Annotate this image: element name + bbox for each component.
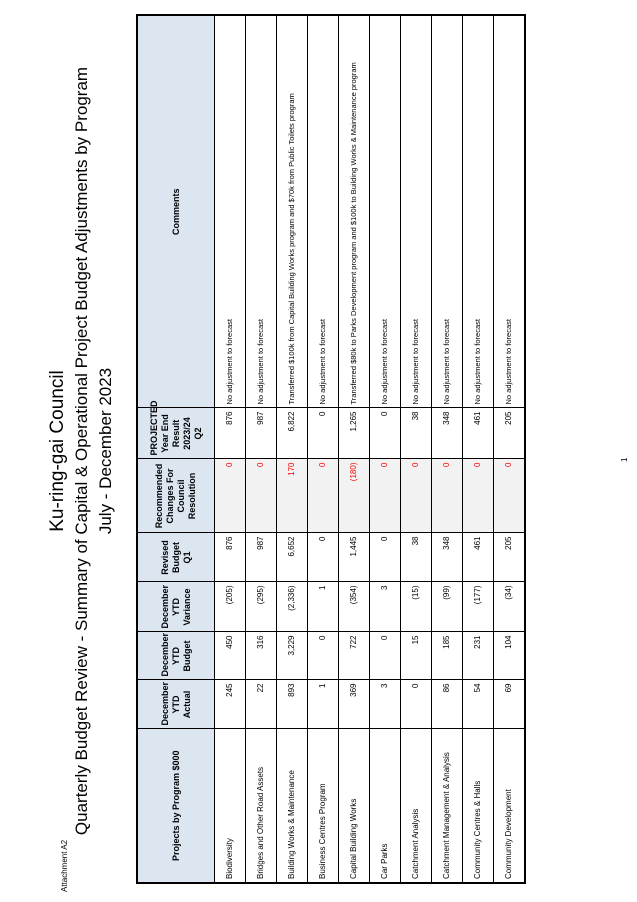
cell-ytd-actual: 0	[401, 680, 432, 729]
cell-program: Bridges and Other Road Assets	[246, 729, 277, 883]
cell-recommended: 0	[215, 459, 246, 533]
cell-comments: No adjustment to forecast	[401, 15, 432, 408]
cell-revised-q1: 38	[401, 533, 432, 582]
cell-ytd-variance: 1	[308, 582, 339, 632]
cell-ytd-budget: 15	[401, 632, 432, 680]
cell-projected: 876	[215, 408, 246, 459]
header-ytd-variance: December YTD Variance	[137, 582, 215, 632]
cell-program: Catchment Management & Analysis	[432, 729, 463, 883]
cell-revised-q1: 205	[494, 533, 526, 582]
cell-ytd-budget: 3,229	[277, 632, 308, 680]
cell-program: Biodiversity	[215, 729, 246, 883]
cell-program: Capital Building Works	[339, 729, 370, 883]
cell-projected: 6,822	[277, 408, 308, 459]
cell-projected: 205	[494, 408, 526, 459]
cell-comments: No adjustment to forecast	[215, 15, 246, 408]
cell-recommended: 0	[401, 459, 432, 533]
cell-comments: No adjustment to forecast	[463, 15, 494, 408]
cell-ytd-actual: 86	[432, 680, 463, 729]
cell-comments: No adjustment to forecast	[308, 15, 339, 408]
table-row	[277, 15, 308, 883]
table-row	[370, 15, 401, 883]
budget-table	[136, 14, 526, 884]
cell-projected: 348	[432, 408, 463, 459]
cell-program: Car Parks	[370, 729, 401, 883]
cell-comments: Transferred $80k to Parks Development program and $100k to Building Works & Maintenance program	[339, 15, 370, 408]
header-recommended: Recommended Changes For Council Resolution	[137, 459, 215, 533]
table-row	[215, 15, 246, 883]
cell-ytd-budget: 722	[339, 632, 370, 680]
table-header-row	[137, 15, 215, 883]
table-row	[246, 15, 277, 883]
cell-ytd-variance: (354)	[339, 582, 370, 632]
header-ytd-budget: December YTD Budget	[137, 632, 215, 680]
cell-projected: 461	[463, 408, 494, 459]
cell-ytd-variance: (34)	[494, 582, 526, 632]
cell-comments: No adjustment to forecast	[370, 15, 401, 408]
cell-ytd-actual: 54	[463, 680, 494, 729]
header-revised-q1: Revised Budget Q1	[137, 533, 215, 582]
header-program: Projects by Program $000	[137, 729, 215, 883]
report-period: July - December 2023	[96, 367, 115, 535]
cell-recommended: 0	[308, 459, 339, 533]
council-name: Ku-ring-gai Council	[47, 370, 68, 532]
cell-ytd-budget: 231	[463, 632, 494, 680]
cell-recommended: 170	[277, 459, 308, 533]
cell-ytd-budget: 450	[215, 632, 246, 680]
cell-ytd-actual: 69	[494, 680, 526, 729]
cell-ytd-actual: 369	[339, 680, 370, 729]
cell-revised-q1: 876	[215, 533, 246, 582]
cell-ytd-variance: 3	[370, 582, 401, 632]
cell-ytd-variance: (15)	[401, 582, 432, 632]
cell-ytd-budget: 185	[432, 632, 463, 680]
cell-ytd-budget: 316	[246, 632, 277, 680]
cell-recommended: 0	[246, 459, 277, 533]
cell-revised-q1: 6,652	[277, 533, 308, 582]
header-ytd-actual: December YTD Actual	[137, 680, 215, 729]
table-row	[463, 15, 494, 883]
cell-ytd-budget: 104	[494, 632, 526, 680]
cell-ytd-actual: 1	[308, 680, 339, 729]
cell-ytd-variance: (205)	[215, 582, 246, 632]
cell-recommended: 0	[432, 459, 463, 533]
cell-revised-q1: 1,445	[339, 533, 370, 582]
attachment-label: Attachment A2	[60, 839, 69, 892]
table-row	[308, 15, 339, 883]
report-title: Quarterly Budget Review - Summary of Capital & Operational Project Budget Adjustments by Program	[72, 66, 91, 836]
cell-recommended: 0	[494, 459, 526, 533]
cell-ytd-budget: 0	[308, 632, 339, 680]
cell-recommended: (180)	[339, 459, 370, 533]
cell-ytd-actual: 22	[246, 680, 277, 729]
cell-revised-q1: 461	[463, 533, 494, 582]
cell-revised-q1: 0	[308, 533, 339, 582]
cell-projected: 0	[370, 408, 401, 459]
cell-ytd-variance: (295)	[246, 582, 277, 632]
table-row	[401, 15, 432, 883]
cell-program: Community Centres & Halls	[463, 729, 494, 883]
cell-revised-q1: 987	[246, 533, 277, 582]
cell-projected: 0	[308, 408, 339, 459]
cell-program: Catchment Analysis	[401, 729, 432, 883]
cell-revised-q1: 348	[432, 533, 463, 582]
cell-ytd-actual: 3	[370, 680, 401, 729]
cell-projected: 1,265	[339, 408, 370, 459]
document-title	[46, 0, 118, 902]
cell-ytd-variance: (99)	[432, 582, 463, 632]
cell-program: Building Works & Maintenance	[277, 729, 308, 883]
cell-program: Community Development	[494, 729, 526, 883]
table-row	[339, 15, 370, 883]
cell-program: Business Centres Program	[308, 729, 339, 883]
cell-projected: 987	[246, 408, 277, 459]
cell-ytd-variance: (177)	[463, 582, 494, 632]
cell-comments: No adjustment to forecast	[432, 15, 463, 408]
cell-comments: Transferred $100k from Capital Building Works program and $70k from Public Toilets program	[277, 15, 308, 408]
cell-revised-q1: 0	[370, 533, 401, 582]
cell-projected: 38	[401, 408, 432, 459]
cell-recommended: 0	[370, 459, 401, 533]
cell-comments: No adjustment to forecast	[246, 15, 277, 408]
cell-ytd-variance: (2,336)	[277, 582, 308, 632]
table-row	[494, 15, 526, 883]
header-projected: PROJECTED Year End Result 2023/24 Q2	[137, 408, 215, 459]
cell-ytd-actual: 245	[215, 680, 246, 729]
cell-recommended: 0	[463, 459, 494, 533]
page-number: 1	[620, 457, 629, 462]
header-comments: Comments	[137, 15, 215, 408]
cell-ytd-actual: 893	[277, 680, 308, 729]
cell-comments: No adjustment to forecast	[494, 15, 526, 408]
cell-ytd-budget: 0	[370, 632, 401, 680]
table-row	[432, 15, 463, 883]
